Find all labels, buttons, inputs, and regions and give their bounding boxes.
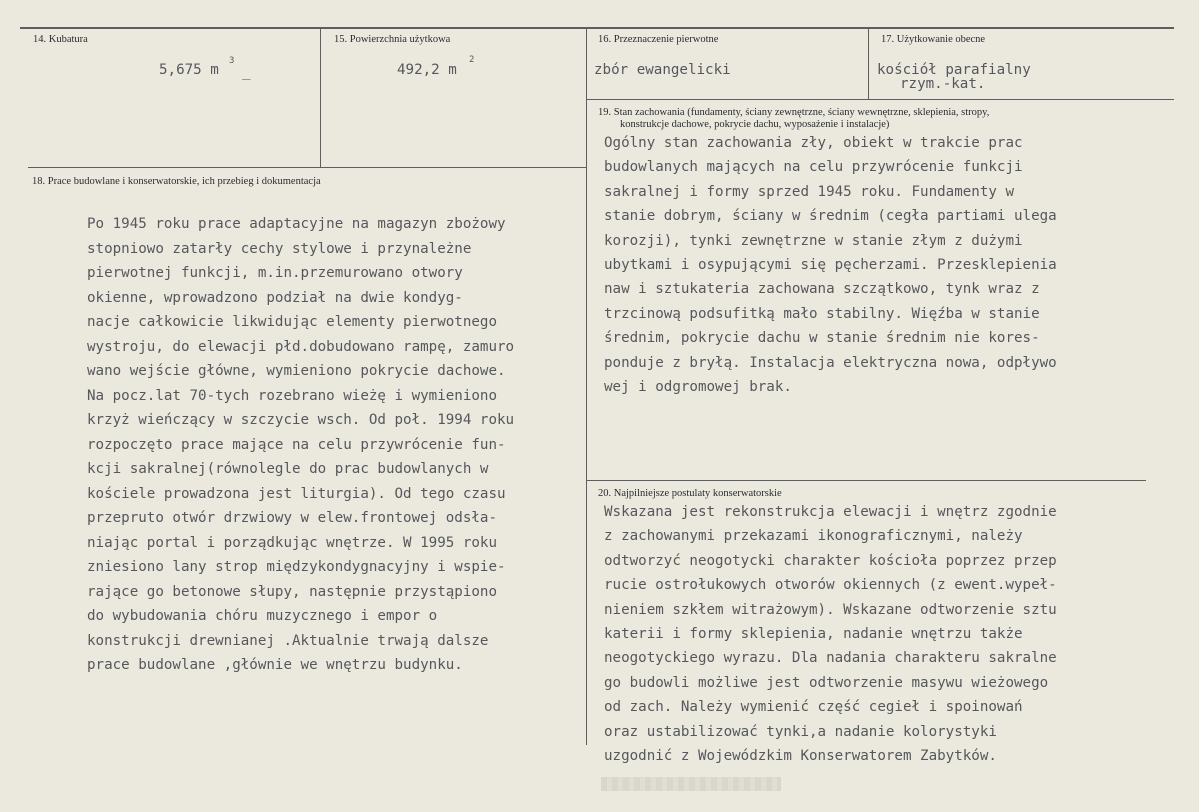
- text-line: nacje całkowicie likwidując elementy pierwotnego: [87, 314, 497, 330]
- text-line: przepruto otwór drzwiowy w elew.frontowej odsła-: [87, 510, 497, 526]
- text-line: stanie dobrym, ściany w średnim (cegła partiami ulega: [604, 208, 1057, 225]
- prace-text: [87, 212, 514, 678]
- powierzchnia-exponent: 2: [469, 55, 475, 65]
- uzytkowanie-value-line1: kościół parafialny: [877, 62, 1031, 78]
- postulaty-label: 20. Najpilniejsze postulaty konserwatorskie: [598, 488, 782, 499]
- text-line: rucie ostrołukowych otworów okiennych (z ewent.wypeł-: [604, 577, 1057, 594]
- divider-16-17: [868, 28, 869, 100]
- przeznaczenie-value: zbór ewangelicki: [594, 62, 731, 78]
- text-line: korozji), tynki zewnętrzne w stanie złym z dużymi: [604, 232, 1023, 249]
- text-line: niając portal i porządkując wnętrze. W 1995 roku: [87, 534, 497, 551]
- faded-stamp: [601, 777, 781, 791]
- text-line: pierwotnej funkcji, m.in.przemurowano otwory: [87, 265, 463, 281]
- stan-text: [604, 131, 1057, 399]
- text-line: wano wejście główne, wymieniono pokrycie dachowe.: [87, 363, 506, 379]
- stan-label-line2: konstrukcje dachowe, pokrycie dachu, wyposażenie i instalacje): [620, 119, 890, 130]
- text-line: wystroju, do elewacji płd.dobudowano rampę, zamuro: [87, 338, 515, 355]
- prace-label: 18. Prace budowlane i konserwatorskie, ich przebieg i dokumentacja: [32, 176, 321, 187]
- separator-14-18: [28, 167, 587, 168]
- text-line: okienne, wprowadzono podział na dwie kondyg-: [87, 289, 463, 306]
- kubatura-label: 14. Kubatura: [33, 34, 88, 45]
- text-line: budowlanych mających na celu przywrócenie funkcji: [604, 159, 1023, 176]
- text-line: kcji sakralnej(równolegle do prac budowlanych w: [87, 461, 489, 477]
- text-line: z zachowanymi przekazami ikonograficznymi, należy: [604, 528, 1023, 545]
- postulaty-text: [604, 500, 1057, 768]
- text-line: trzcinową podsufitką mało stabilny. Więźba w stanie: [604, 305, 1040, 322]
- top-border: [20, 27, 1174, 29]
- divider-14-15: [320, 28, 321, 167]
- stan-label-line1: 19. Stan zachowania (fundamenty, ściany zewnętrzne, ściany wewnętrzne, sklepienia, stropy,: [598, 107, 990, 118]
- powierzchnia-label: 15. Powierzchnia użytkowa: [334, 34, 451, 45]
- text-line: stopniowo zatarły cechy stylowe i przynależne: [87, 240, 472, 257]
- text-line: katerii i formy sklepienia, nadanie wnętrzu także: [604, 625, 1023, 642]
- powierzchnia-value: 492,2 m: [397, 62, 457, 78]
- text-line: naw i sztukateria zachowana szczątkowo, tynk wraz z: [604, 281, 1040, 298]
- text-line: Ogólny stan zachowania zły, obiekt w trakcie prac: [604, 135, 1023, 151]
- kubatura-value: 5,675 m: [159, 62, 219, 78]
- kubatura-exponent: 3: [229, 56, 235, 66]
- text-line: od zach. Należy wymienić część cegieł i spoinowań: [604, 699, 1023, 716]
- text-line: sakralnej i formy sprzed 1945 roku. Fundamenty w: [604, 183, 1014, 200]
- text-line: krzyż wieńczący w szczycie wsch. Od poł. 1994 roku: [87, 412, 515, 428]
- text-line: odtworzyć neogotycki charakter kościoła poprzez przep: [604, 552, 1057, 569]
- text-line: wej i odgromowej brak.: [604, 378, 792, 395]
- text-line: nieniem szkłem witrażowym). Wskazane odtworzenie sztu: [604, 601, 1057, 618]
- uzytkowanie-value-line2: rzym.-kat.: [900, 76, 986, 92]
- text-line: zniesiono lany strop międzykondygnacyjny i wspie-: [87, 559, 506, 575]
- text-line: Na pocz.lat 70-tych rozebrano wieżę i wymieniono: [87, 387, 497, 404]
- text-line: rające go betonowe słupy, następnie przystąpiono: [87, 583, 497, 600]
- text-line: Po 1945 roku prace adaptacyjne na magazyn zbożowy: [87, 216, 506, 232]
- przeznaczenie-label: 16. Przeznaczenie pierwotne: [598, 34, 719, 45]
- text-line: oraz ustabilizować tynki,a nadanie kolorystyki: [604, 723, 997, 740]
- divider-left-right: [586, 28, 587, 745]
- text-line: ubytkami i osypującymi się pęcherzami. Przesklepienia: [604, 256, 1057, 273]
- text-line: neogotyckiego wyrazu. Dla nadania charakteru sakralne: [604, 650, 1057, 667]
- text-line: kościele prowadzona jest liturgia). Od tego czasu: [87, 485, 506, 502]
- kubatura-mark: _: [242, 64, 251, 80]
- text-line: uzgodnić z Wojewódzkim Konserwatorem Zabytków.: [604, 747, 997, 764]
- text-line: prace budowlane ,głównie we wnętrzu budynku.: [87, 657, 463, 673]
- text-line: rozpoczęto prace mające na celu przywrócenie fun-: [87, 436, 506, 453]
- uzytkowanie-label: 17. Użytkowanie obecne: [881, 34, 986, 45]
- separator-19-20: [586, 480, 1146, 481]
- text-line: konstrukcji drewnianej .Aktualnie trwają dalsze: [87, 632, 489, 649]
- text-line: do wybudowania chóru muzycznego i empor o: [87, 608, 438, 624]
- text-line: średnim, pokrycie dachu w stanie średnim nie kores-: [604, 330, 1040, 347]
- text-line: Wskazana jest rekonstrukcja elewacji i wnętrz zgodnie: [604, 504, 1057, 520]
- text-line: go budowli możliwe jest odtworzenie masywu wieżowego: [604, 674, 1049, 691]
- text-line: ponduje z bryłą. Instalacja elektryczna nowa, odpływo: [604, 354, 1057, 371]
- separator-17-19: [586, 99, 1174, 100]
